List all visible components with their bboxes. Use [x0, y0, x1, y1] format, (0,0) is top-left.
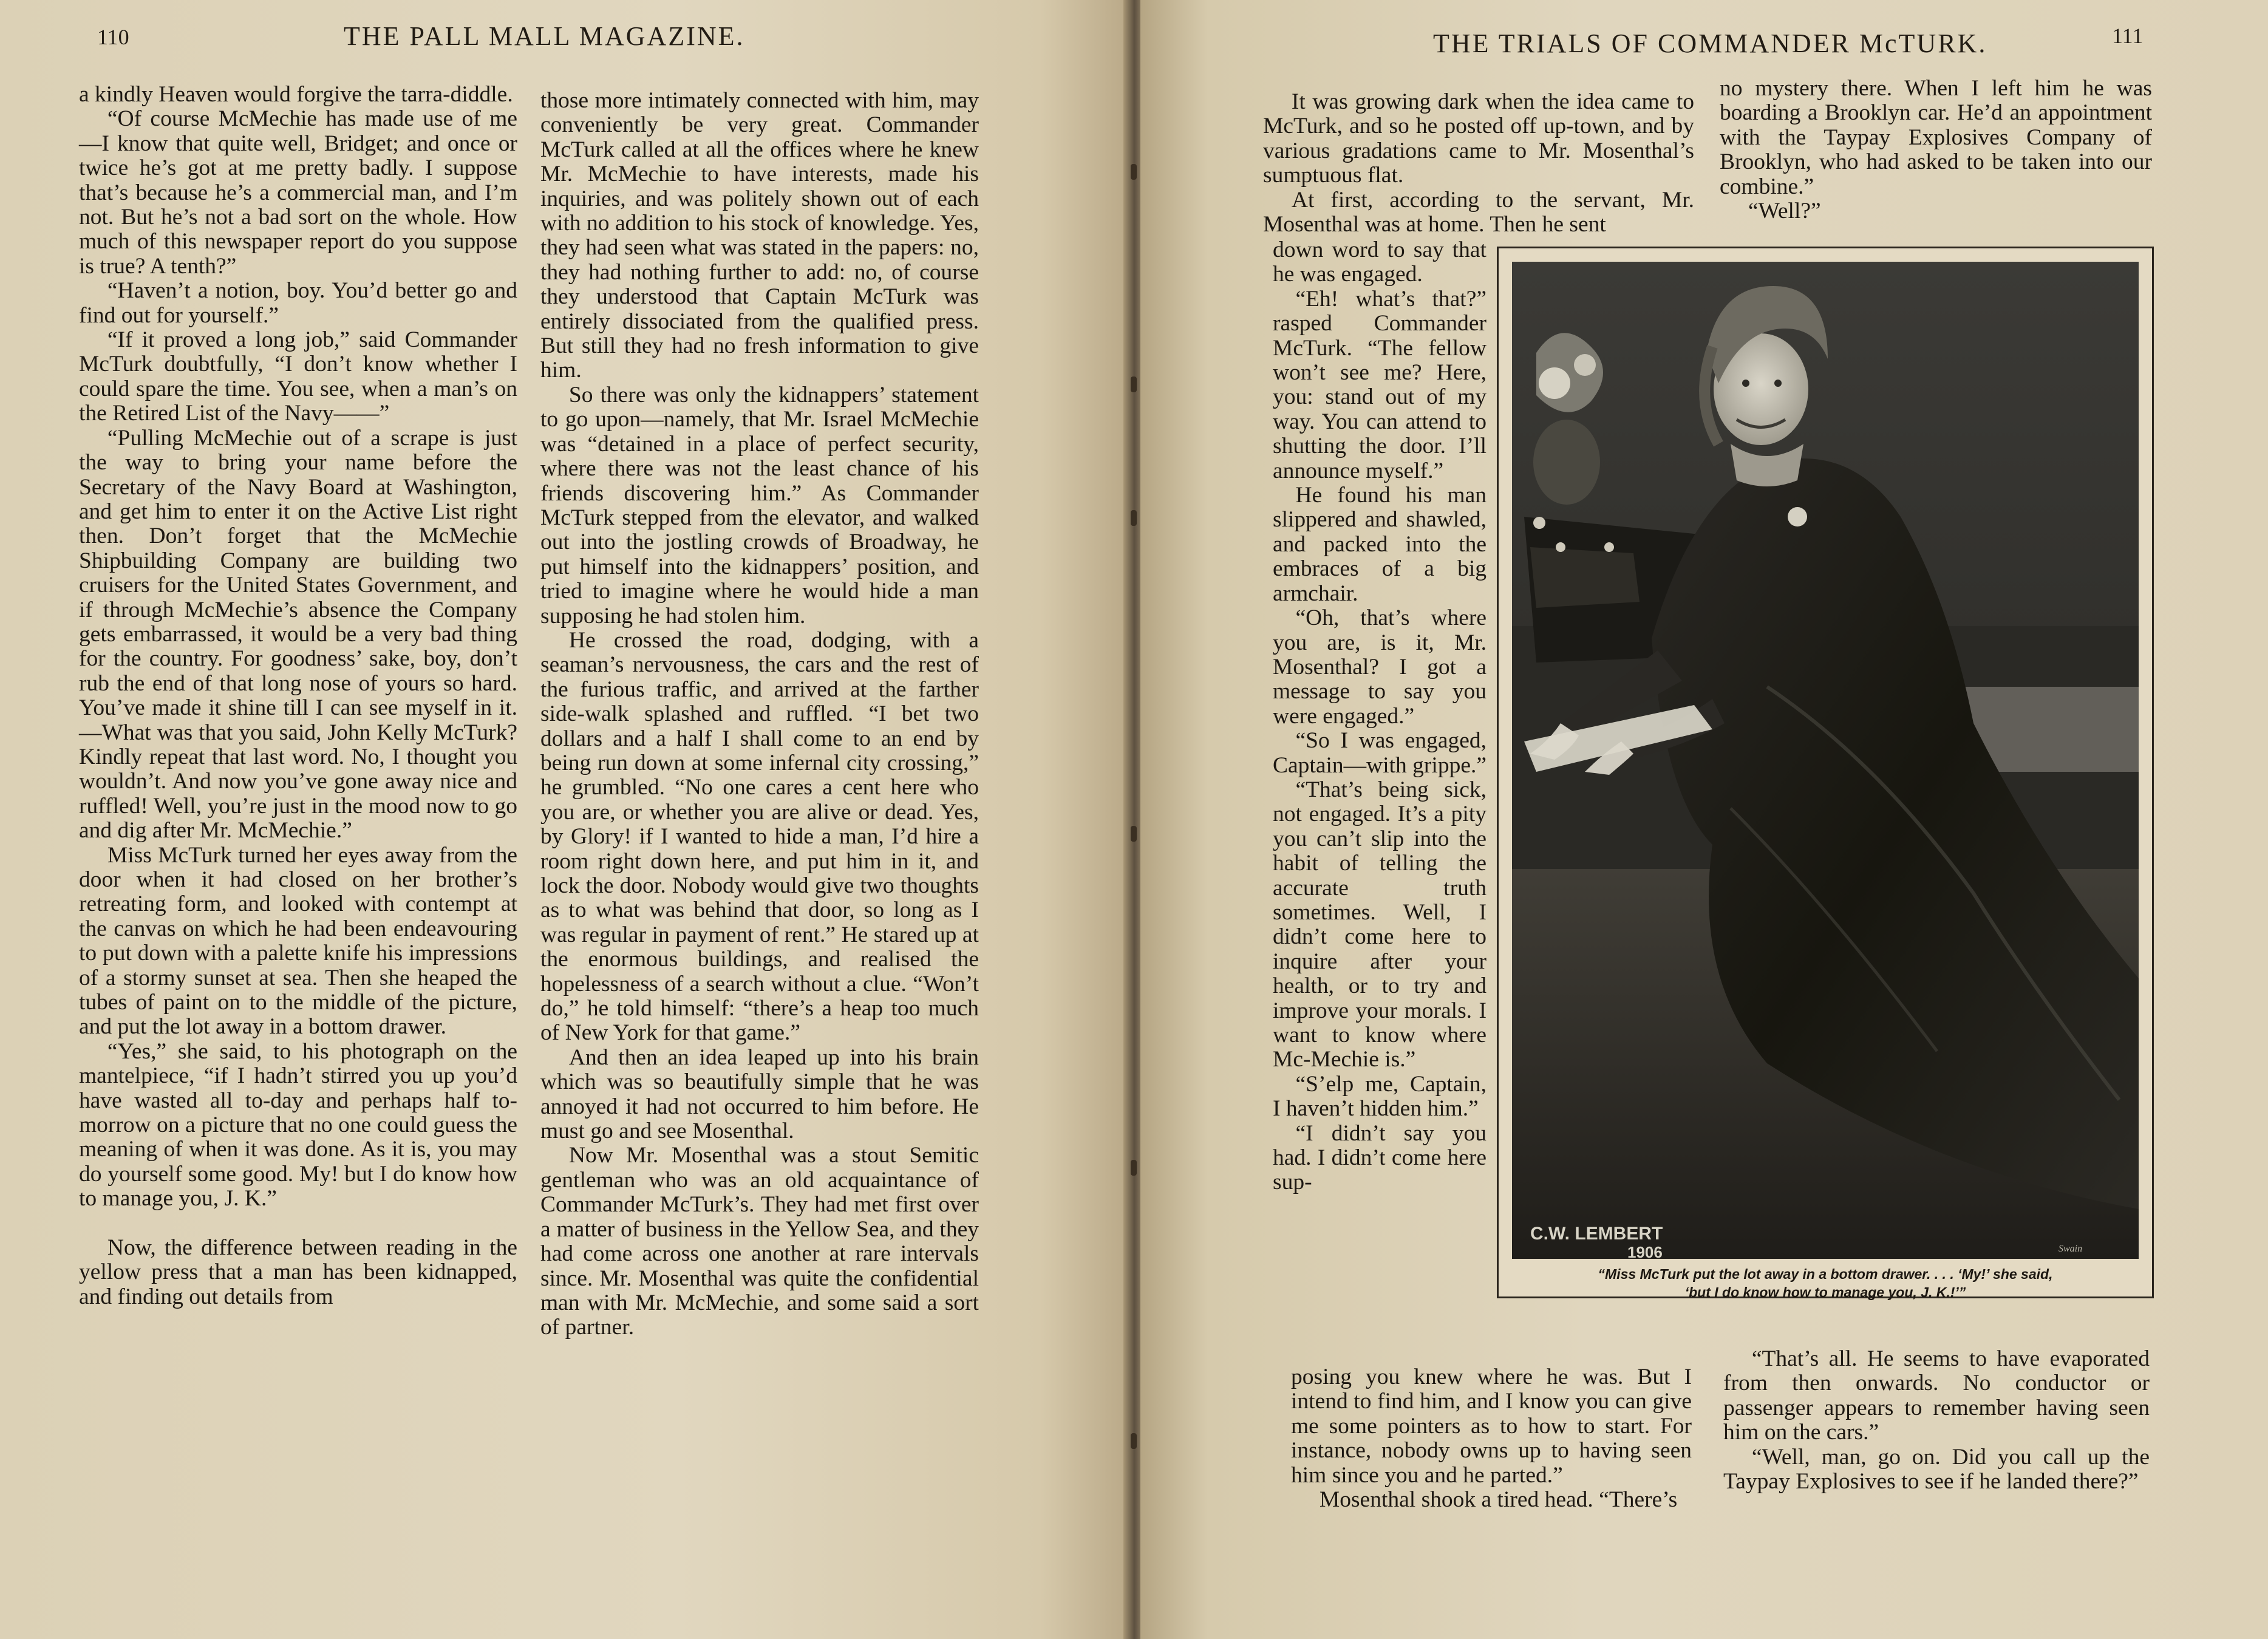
paragraph: And then an idea leaped up into his brain which was so beautifully simple that he was annoyed it had not occurred to him before. He must go and see Mosenthal. [540, 1044, 979, 1144]
paragraph: those more intimately connected with him, may conveniently be very great. Commander McTurk called at all the offices where he knew Mr. McMechie to have interests, made his inquiries, and was politely shown out of each with no addition to his stock of knowledge. Yes, they had seen what was stated in the papers: no, they had nothing further to add: no, of course they understood that Captain McTurk was entirely dissociated from the qualified press. But still they had no fresh information to give him. [540, 88, 979, 383]
right-column-1-wrap [1273, 238, 1486, 1195]
binding-stitch [1131, 510, 1137, 526]
paragraph: “Pulling McMechie out of a scrape is just the way to bring your name before the Secretary of the Navy Board at Washington, and get him to enter it on the Active List right then. Don’t forget that the McMechie Shipbuilding Company are building two cruisers for the United States Government, and if through McMechie’s absence the Company gets embarrassed, it would be a very bad thing for the country. For goodness’ sake, boy, don’t rub the end of that long nose of yours so hard. You’ve made it shine till I can see myself in it.—What was that you said, John Kelly McTurk? Kindly repeat that last word. No, I thought you wouldn’t. And now you’ve gone away nice and ruffled! Well, you’re just in the mood now to go and dig after Mr. McMechie.” [79, 425, 517, 843]
right-column-1-top [1263, 90, 1694, 237]
binding-stitch [1131, 164, 1137, 180]
paragraph: “If it proved a long job,” said Commander McTurk doubtfully, “I don’t know whether I could spare the time. You see, when a man’s on the Retired List of the Navy——” [79, 327, 517, 426]
paragraph: posing you knew where he was. But I intend to find him, and I know you can give me some pointers as to how to start. For instance, nobody owns up to having seen him since you and he parted.” [1291, 1365, 1692, 1488]
paragraph: He crossed the road, dodging, with a seaman’s nervousness, the cars and the rest of the furious traffic, and arrived at the farther side-walk splashed and ruffled. “I bet two dollars and a half I shall come to an end by being run down at some infernal city crossing,” he grumbled. “No one cares a cent here who you are, or whether you are alive or dead. Yes, by Glory! if I wanted to hide a man, I’d hire a room right down here, and put him in it, and lock the door. Nobody would give two thoughts as to what was behind that door, so long as I was regular in payment of rent.” He stared up at the enormous buildings, and realised the hopelessness of a search without a clue. “Won’t do,” he told himself: “there’s a heap too much of New York for that game.” [540, 627, 979, 1046]
paragraph: “Yes,” she said, to his photograph on the mantelpiece, “if I hadn’t stirred you up you’d have wasted all to-day and perhaps half to-morrow on a picture that no one could guess the meaning of when it was done. As it is, you may do yourself some good. My! but I do know how to manage you, J. K.” [79, 1038, 517, 1211]
running-head-right: THE TRIALS OF COMMANDER McTURK. [1433, 29, 1987, 58]
illustration-image [1512, 262, 2139, 1259]
paragraph: “I didn’t say you had. I didn’t come here sup- [1273, 1120, 1486, 1195]
caption-line: “Miss McTurk put the lot away in a bottom drawer. . . . ‘My!’ she said, [1598, 1266, 2053, 1282]
paragraph: “That’s being sick, not engaged. It’s a pity you can’t slip into the habit of telling the accurate truth sometimes. Well, I didn’t come here to inquire after your health, or to try and improve your morals. I want to know where Mc-Mechie is.” [1273, 777, 1486, 1072]
page-number-right: 111 [2112, 24, 2144, 48]
paragraph: Miss McTurk turned her eyes away from the door when it had closed on her brother’s retreating form, and looked with contempt at the canvas on which he had been endeavouring to put down with a palette knife his impressions of a stormy sunset at sea. Then she heaped the tubes of paint on to the middle of the picture, and put the lot away in a bottom drawer. [79, 842, 517, 1040]
paragraph: It was growing dark when the idea came to McTurk, and so he posted off up-town, and by various gradations came to Mr. Mosenthal’s sumptuous flat. [1263, 89, 1694, 188]
left-page [0, 0, 1131, 1639]
illustration-caption [1505, 1265, 2146, 1301]
binding-stitch [1131, 826, 1137, 842]
paragraph: “Well?” [1748, 199, 1821, 224]
left-column-1 [79, 83, 517, 1309]
paragraph: “That’s all. He seems to have evaporated from then onwards. No conductor or passenger appears to remember having seen him on the cars.” [1723, 1346, 2150, 1445]
woman-at-desk-illustration [1512, 262, 2139, 1259]
illustrator-signature: C.W. LEMBERT [1530, 1224, 1663, 1244]
paragraph: “Of course McMechie has made use of me—I know that quite well, Bridget; and once or twice he’s got at me pretty badly. I suppose that’s because he’s a commercial man, and I’m not. But he’s not a bad sort on the whole. How much of this newspaper report do you suppose is true? A tenth?” [79, 106, 517, 279]
paragraph: no mystery there. When I left him he was boarding a Brooklyn car. He’d an appointment with the Taypay Explosives Company of Brooklyn, who had asked to be taken into our combine.” [1720, 76, 2152, 199]
engraver-mark: Swain [2059, 1244, 2083, 1254]
paragraph: So there was only the kidnappers’ statement to go upon—namely, that Mr. Israel McMechie was “detained in a place of perfect security, where there was not the least chance of his friends discovering him.” As Commander McTurk stepped from the elevator, and walked out into the jostling crowds of Broadway, he put himself into the kidnappers’ position, and tried to imagine where he would hide a man supposing he had stolen him. [540, 382, 979, 629]
paragraph: At first, according to the servant, Mr. Mosenthal was at home. Then he sent [1263, 187, 1694, 237]
paragraph: He found his man slippered and shawled, and packed into the embraces of a big armchair. [1273, 483, 1486, 606]
left-column-2 [540, 89, 979, 1340]
paragraph: Now, the difference between reading in the yellow press that a man has been kidnapped, and finding out details from [79, 1235, 517, 1309]
paragraph: Mosenthal shook a tired head. “There’s [1319, 1487, 1678, 1513]
binding-stitch [1131, 377, 1137, 392]
paragraph: “So I was engaged, Captain—with grippe.” [1273, 728, 1487, 778]
right-column-2-top [1720, 77, 2152, 223]
page-number-left: 110 [97, 25, 129, 49]
paragraph: “S’elp me, Captain, I haven’t hidden him.” [1273, 1071, 1486, 1122]
paragraph: down word to say that he was engaged. [1273, 237, 1486, 287]
binding-stitch [1131, 1160, 1137, 1176]
illustration-plate [1497, 247, 2154, 1298]
caption-line: ‘but I do know how to manage you, J. K.!’” [1684, 1284, 1966, 1300]
paragraph: “Oh, that’s where you are, is it, Mr. Mosenthal? I got a message to say you were engaged.” [1273, 605, 1486, 729]
running-head-left: THE PALL MALL MAGAZINE. [344, 21, 745, 51]
paragraph: “Well, man, go on. Did you call up the Taypay Explosives to see if he landed there?” [1723, 1444, 2150, 1494]
illustration-year: 1906 [1627, 1243, 1663, 1259]
right-column-1-bottom [1291, 1365, 1692, 1512]
binding-stitch [1131, 1433, 1137, 1449]
paragraph: Now Mr. Mosenthal was a stout Semitic gentleman who was an old acquaintance of Commander McTurk’s. They had met first over a matter of business in the Yellow Sea, and they had come across one another at rare intervals since. Mr. Mosenthal was quite the confidential man with Mr. McMechie, and some said a sort of partner. [540, 1143, 979, 1340]
right-column-2-bottom [1723, 1347, 2150, 1494]
paragraph: a kindly Heaven would forgive the tarra-diddle. [79, 82, 513, 107]
paragraph: “Haven’t a notion, boy. You’d better go and find out for yourself.” [79, 278, 517, 328]
paragraph: “Eh! what’s that?” rasped Commander McTurk. “The fellow won’t see me? Here, you: stand out of my way. You can attend to shutting the door. I’ll announce myself.” [1273, 286, 1486, 483]
